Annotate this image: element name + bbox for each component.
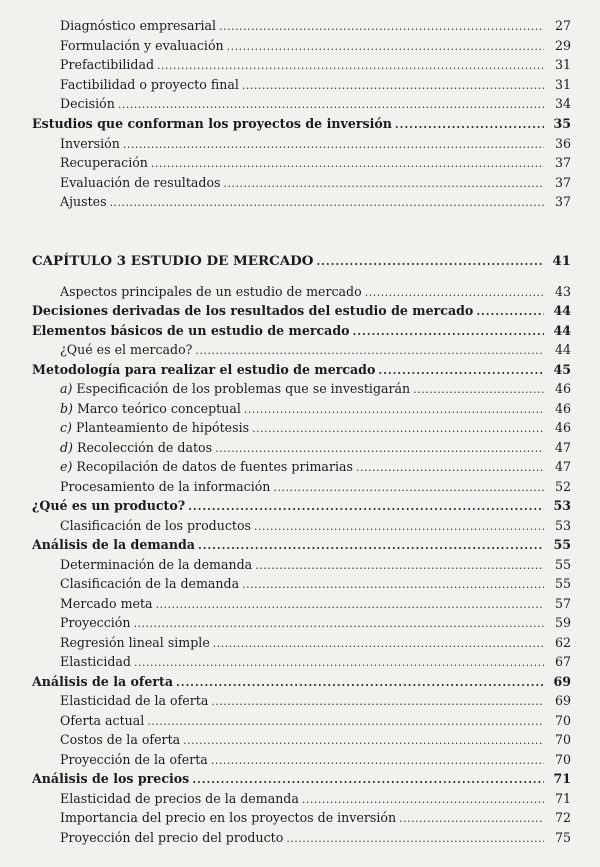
- section-entry: [0, 360, 600, 380]
- page-number: 44: [553, 303, 571, 318]
- dot-leader: [157, 56, 544, 76]
- dot-leader: [123, 135, 544, 155]
- subsection-entry: [0, 808, 600, 828]
- section-entry: [0, 321, 600, 341]
- dot-leader: [255, 556, 544, 576]
- dot-leader: [118, 95, 544, 115]
- dot-leader: [242, 575, 544, 595]
- entry-title: Mercado meta: [60, 595, 153, 611]
- dot-leader: [244, 400, 544, 420]
- subsection-entry: [0, 55, 600, 75]
- entry-marker: b): [60, 400, 73, 416]
- subsection-entry: [0, 94, 600, 114]
- subsection-entry: [0, 555, 600, 575]
- dot-leader: [213, 634, 544, 654]
- entry-marker: a): [60, 381, 73, 396]
- subsection-entry: [0, 750, 600, 770]
- page-number: 67: [554, 654, 571, 669]
- page-number: 31: [554, 76, 571, 92]
- dot-leader: [286, 829, 544, 849]
- page-number: 44: [554, 342, 571, 357]
- entry-title: Formulación y evaluación: [60, 37, 224, 53]
- subsection-entry: [0, 652, 600, 672]
- page-number: 55: [553, 537, 571, 552]
- entry-title: Importancia del precio en los proyectos de inversión: [60, 810, 397, 825]
- page-number: 47: [554, 439, 571, 455]
- entry-title: Clasificación de los productos: [60, 517, 251, 533]
- dot-leader: [365, 283, 544, 303]
- section-entry: [0, 535, 600, 555]
- page-number: 44: [553, 322, 571, 338]
- page-number: 41: [552, 253, 571, 269]
- page-number: 70: [554, 751, 571, 767]
- page-number: 71: [554, 790, 571, 806]
- page-number: 37: [554, 155, 571, 170]
- subsection-entry: [0, 282, 600, 302]
- entry-title: Proyección del precio del producto: [60, 829, 284, 845]
- subsection-entry: [0, 379, 600, 399]
- entry-marker: e): [60, 459, 73, 474]
- entry-title: Análisis de los precios: [32, 771, 190, 786]
- page-number: 55: [554, 556, 571, 572]
- dot-leader: [147, 712, 544, 732]
- page-number: 46: [554, 400, 571, 416]
- dot-leader: [242, 76, 544, 96]
- page-number: 70: [554, 712, 571, 728]
- dot-leader: [134, 653, 544, 673]
- dot-leader: [198, 536, 544, 556]
- entry-title: ¿Qué es el mercado?: [60, 342, 193, 357]
- entry-title: Estudios que conforman los proyectos de inversión: [32, 116, 392, 131]
- entry-title: Análisis de la oferta: [32, 673, 173, 689]
- dot-leader: [224, 174, 544, 194]
- entry-title-text: Especificación de los problemas que se investigarán: [72, 381, 411, 396]
- page-number: 69: [554, 693, 571, 708]
- entry-title: Elasticidad de la oferta: [60, 693, 209, 708]
- page-number: 37: [554, 194, 571, 209]
- section-entry: [0, 769, 600, 789]
- subsection-entry: [0, 828, 600, 848]
- dot-leader: [219, 17, 544, 37]
- subsection-entry: [0, 399, 600, 419]
- entry-title: [0, 418, 249, 438]
- subsection-entry: [0, 691, 600, 711]
- page-number: 75: [554, 829, 571, 845]
- dot-leader: [156, 595, 544, 615]
- page-number: 72: [554, 810, 571, 825]
- dot-leader: [273, 478, 544, 498]
- entry-title: Decisiones derivadas de los resultados del estudio de mercado: [32, 303, 474, 318]
- entry-title: Costos de la oferta: [60, 732, 181, 747]
- entry-title-text: Recolección de datos: [72, 439, 213, 455]
- page-number: 53: [554, 517, 571, 533]
- page-number: 71: [553, 771, 571, 786]
- entry-title: Determinación de la demanda: [60, 556, 253, 572]
- entry-title: Prefactibilidad: [60, 57, 155, 72]
- page-number: 35: [553, 116, 571, 131]
- entry-title: Aspectos principales de un estudio de mercado: [60, 283, 362, 299]
- dot-leader: [316, 252, 544, 272]
- page-number: 53: [553, 498, 571, 513]
- dot-leader: [395, 115, 544, 135]
- entry-title: [0, 438, 212, 458]
- page-number: 55: [554, 576, 571, 591]
- dot-leader: [254, 517, 544, 537]
- page-number: 37: [554, 174, 571, 190]
- entry-title: [0, 379, 410, 399]
- entry-title: [0, 399, 241, 419]
- page-number: 46: [554, 381, 571, 396]
- dot-leader: [252, 419, 544, 439]
- subsection-entry: [0, 789, 600, 809]
- entry-title-text: Marco teórico conceptual: [72, 400, 241, 416]
- dot-leader: [195, 341, 544, 361]
- subsection-entry: [0, 633, 600, 653]
- section-entry: [0, 114, 600, 134]
- section-entry: [0, 672, 600, 692]
- subsection-entry: [0, 457, 600, 477]
- subsection-entry: [0, 613, 600, 633]
- entry-marker: c): [60, 420, 72, 435]
- dot-leader: [211, 692, 544, 712]
- page-number: 36: [554, 135, 571, 151]
- dot-leader: [302, 790, 544, 810]
- page-number: 27: [554, 18, 571, 33]
- subsection-entry: [0, 516, 600, 536]
- page-number: 43: [554, 283, 571, 299]
- subsection-entry: [0, 574, 600, 594]
- section-entry: [0, 301, 600, 321]
- page-number: 29: [554, 37, 571, 53]
- dot-leader: [192, 770, 544, 790]
- subsection-entry: [0, 340, 600, 360]
- subsection-entry: [0, 75, 600, 95]
- dot-leader: [110, 193, 544, 213]
- subsection-entry: [0, 192, 600, 212]
- page-number: 34: [554, 96, 571, 111]
- entry-title: Análisis de la demanda: [32, 537, 195, 552]
- entry-title: Decisión: [60, 96, 115, 111]
- chapter-heading: [0, 252, 600, 272]
- entry-title: Metodología para realizar el estudio de mercado: [32, 361, 376, 377]
- entry-title: Proyección de la oferta: [60, 751, 208, 767]
- dot-leader: [227, 37, 544, 57]
- entry-title-text: Recopilación de datos de fuentes primarias: [72, 459, 353, 474]
- entry-title: CAPÍTULO 3 ESTUDIO DE MERCADO: [32, 253, 314, 269]
- dot-leader: [476, 302, 544, 322]
- dot-leader: [176, 673, 544, 693]
- subsection-entry: [0, 173, 600, 193]
- entry-title: [0, 457, 353, 477]
- page-number: 70: [554, 732, 571, 747]
- subsection-entry: [0, 711, 600, 731]
- entry-title: Clasificación de la demanda: [60, 576, 240, 591]
- page-number: 69: [553, 673, 571, 689]
- entry-title: Evaluación de resultados: [60, 174, 221, 190]
- subsection-entry: [0, 418, 600, 438]
- page-number: 62: [554, 634, 571, 650]
- page-number: 59: [554, 615, 571, 630]
- dot-leader: [133, 614, 544, 634]
- entry-title: Diagnóstico empresarial: [60, 18, 217, 33]
- subsection-entry: [0, 134, 600, 154]
- subsection-entry: [0, 153, 600, 173]
- page-number: 31: [554, 57, 571, 72]
- page-number: 46: [554, 420, 571, 435]
- entry-title: Regresión lineal simple: [60, 634, 210, 650]
- entry-title: Elasticidad: [60, 654, 131, 669]
- entry-title: Ajustes: [60, 194, 107, 209]
- dot-leader: [353, 322, 544, 342]
- dot-leader: [413, 380, 544, 400]
- entry-title: Elasticidad de precios de la demanda: [60, 790, 299, 806]
- entry-title: Elementos básicos de un estudio de mercado: [32, 322, 350, 338]
- subsection-entry: [0, 36, 600, 56]
- dot-leader: [378, 361, 544, 381]
- dot-leader: [188, 497, 544, 517]
- page-number: 47: [554, 459, 571, 474]
- entry-title: Recuperación: [60, 155, 148, 170]
- entry-title: Procesamiento de la información: [60, 478, 271, 494]
- page-number: 57: [554, 595, 571, 611]
- entry-marker: d): [60, 439, 73, 455]
- page-number: 52: [554, 478, 571, 494]
- entry-title: Proyección: [60, 615, 131, 630]
- entry-title: Oferta actual: [60, 712, 145, 728]
- dot-leader: [151, 154, 544, 174]
- dot-leader: [399, 809, 544, 829]
- subsection-entry: [0, 16, 600, 36]
- subsection-entry: [0, 730, 600, 750]
- section-entry: [0, 496, 600, 516]
- dot-leader: [356, 458, 544, 478]
- entry-title: Inversión: [60, 135, 120, 151]
- dot-leader: [215, 439, 544, 459]
- dot-leader: [211, 751, 544, 771]
- entry-title: Factibilidad o proyecto final: [60, 76, 239, 92]
- entry-title: ¿Qué es un producto?: [32, 498, 186, 513]
- page-number: 45: [553, 361, 571, 377]
- subsection-entry: [0, 438, 600, 458]
- entry-title-text: Planteamiento de hipótesis: [71, 420, 250, 435]
- subsection-entry: [0, 477, 600, 497]
- subsection-entry: [0, 594, 600, 614]
- dot-leader: [183, 731, 544, 751]
